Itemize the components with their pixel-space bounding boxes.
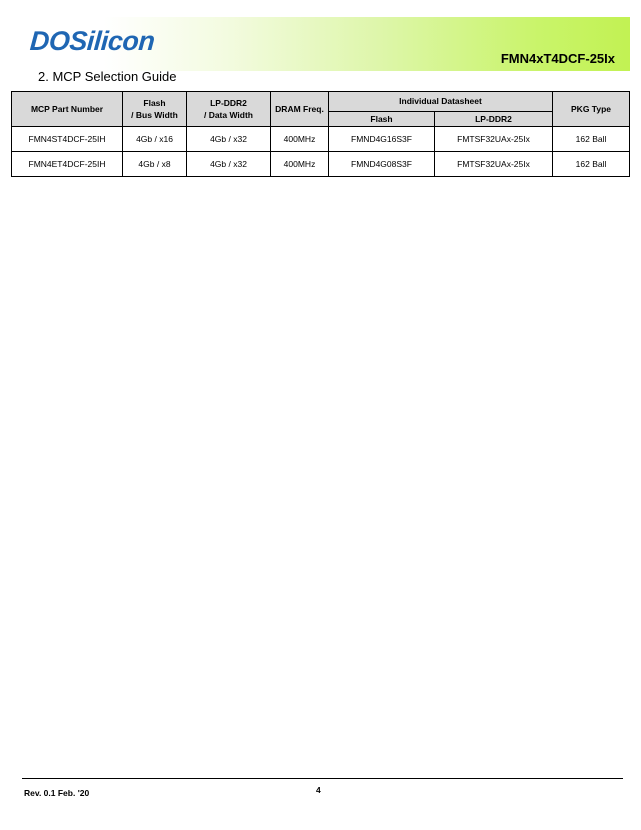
cell-ds-lpddr2: FMTSF32UAx-25Ix — [435, 127, 553, 152]
footer-page-number: 4 — [316, 785, 321, 795]
header-lpddr2-line2: / Data Width — [203, 110, 254, 120]
cell-dram-freq: 400MHz — [271, 152, 329, 177]
footer-revision: Rev. 0.1 Feb. '20 — [24, 788, 90, 798]
cell-ds-lpddr2: FMTSF32UAx-25Ix — [435, 152, 553, 177]
footer-divider — [22, 778, 623, 779]
cell-pkg-type: 162 Ball — [553, 127, 630, 152]
cell-flash: 4Gb / x8 — [123, 152, 187, 177]
cell-dram-freq: 400MHz — [271, 127, 329, 152]
header-pkg-type: PKG Type — [553, 92, 630, 127]
table-row — [12, 127, 630, 152]
header-sub-lpddr2: LP-DDR2 — [435, 112, 553, 127]
header-dram-freq: DRAM Freq. — [271, 92, 329, 127]
header-lpddr2-line1: LP-DDR2 — [210, 97, 247, 108]
company-logo: DOSilicon — [28, 26, 156, 56]
header-individual-datasheet: Individual Datasheet — [329, 92, 553, 112]
cell-part-number: FMN4ET4DCF-25IH — [12, 152, 123, 177]
header-flash-bus-width — [123, 92, 187, 127]
section-title: 2. MCP Selection Guide — [38, 69, 177, 84]
cell-ds-flash: FMND4G16S3F — [329, 127, 435, 152]
table-row — [12, 152, 630, 177]
cell-part-number: FMN4ST4DCF-25IH — [12, 127, 123, 152]
cell-lpddr2: 4Gb / x32 — [187, 127, 271, 152]
header-flash-line1: Flash — [143, 97, 166, 108]
header-part-number: MCP Part Number — [12, 92, 123, 127]
cell-flash: 4Gb / x16 — [123, 127, 187, 152]
cell-lpddr2: 4Gb / x32 — [187, 152, 271, 177]
cell-pkg-type: 162 Ball — [553, 152, 630, 177]
cell-ds-flash: FMND4G08S3F — [329, 152, 435, 177]
header-sub-flash: Flash — [329, 112, 435, 127]
header-flash-line2: / Bus Width — [131, 110, 178, 120]
document-code: FMN4xT4DCF-25Ix — [500, 51, 615, 66]
mcp-selection-table — [11, 91, 630, 177]
header-lpddr2-data-width — [187, 92, 271, 127]
